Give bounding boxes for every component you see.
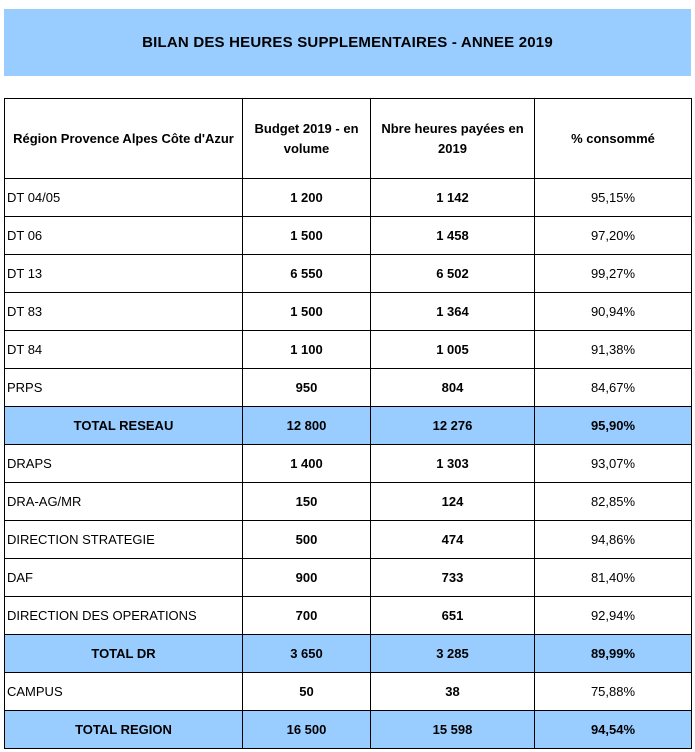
row-paid: 651 xyxy=(371,597,535,635)
row-label: DT 06 xyxy=(5,217,243,255)
table-row xyxy=(5,521,692,559)
row-label: DT 04/05 xyxy=(5,179,243,217)
row-pct: 90,94% xyxy=(535,293,692,331)
row-pct: 92,94% xyxy=(535,597,692,635)
table-row xyxy=(5,445,692,483)
table-row xyxy=(5,179,692,217)
row-paid: 6 502 xyxy=(371,255,535,293)
row-paid: 3 285 xyxy=(371,635,535,673)
row-label: DT 84 xyxy=(5,331,243,369)
row-budget: 150 xyxy=(243,483,371,521)
row-label: DT 13 xyxy=(5,255,243,293)
row-pct: 84,67% xyxy=(535,369,692,407)
row-budget: 3 650 xyxy=(243,635,371,673)
row-label: DIRECTION DES OPERATIONS xyxy=(5,597,243,635)
header-paid: Nbre heures payées en 2019 xyxy=(371,99,535,179)
row-pct: 94,54% xyxy=(535,711,692,749)
row-pct: 95,90% xyxy=(535,407,692,445)
row-paid: 12 276 xyxy=(371,407,535,445)
row-label: DAF xyxy=(5,559,243,597)
row-budget: 1 100 xyxy=(243,331,371,369)
row-label: DIRECTION STRATEGIE xyxy=(5,521,243,559)
page-title: BILAN DES HEURES SUPPLEMENTAIRES - ANNEE 2019 xyxy=(142,34,553,51)
row-budget: 900 xyxy=(243,559,371,597)
row-paid: 15 598 xyxy=(371,711,535,749)
row-label: PRPS xyxy=(5,369,243,407)
row-pct: 97,20% xyxy=(535,217,692,255)
table-total-row xyxy=(5,711,692,749)
table-row xyxy=(5,369,692,407)
row-label: TOTAL REGION xyxy=(5,711,243,749)
row-budget: 1 200 xyxy=(243,179,371,217)
row-label: TOTAL RESEAU xyxy=(5,407,243,445)
row-pct: 91,38% xyxy=(535,331,692,369)
header-pct: % consommé xyxy=(535,99,692,179)
table-row xyxy=(5,483,692,521)
row-label: DRA-AG/MR xyxy=(5,483,243,521)
row-paid: 804 xyxy=(371,369,535,407)
row-pct: 75,88% xyxy=(535,673,692,711)
row-pct: 94,86% xyxy=(535,521,692,559)
row-paid: 1 005 xyxy=(371,331,535,369)
row-pct: 82,85% xyxy=(535,483,692,521)
row-label: TOTAL DR xyxy=(5,635,243,673)
table-total-row xyxy=(5,635,692,673)
row-budget: 50 xyxy=(243,673,371,711)
row-paid: 124 xyxy=(371,483,535,521)
row-budget: 6 550 xyxy=(243,255,371,293)
row-pct: 99,27% xyxy=(535,255,692,293)
row-pct: 81,40% xyxy=(535,559,692,597)
header-region: Région Provence Alpes Côte d'Azur xyxy=(5,99,243,179)
row-pct: 89,99% xyxy=(535,635,692,673)
table-row xyxy=(5,255,692,293)
table-row xyxy=(5,217,692,255)
row-budget: 500 xyxy=(243,521,371,559)
row-label: CAMPUS xyxy=(5,673,243,711)
row-budget: 700 xyxy=(243,597,371,635)
table-row xyxy=(5,673,692,711)
overtime-table xyxy=(4,98,692,749)
row-paid: 38 xyxy=(371,673,535,711)
row-budget: 12 800 xyxy=(243,407,371,445)
row-label: DRAPS xyxy=(5,445,243,483)
row-paid: 1 142 xyxy=(371,179,535,217)
row-budget: 950 xyxy=(243,369,371,407)
row-paid: 733 xyxy=(371,559,535,597)
row-pct: 93,07% xyxy=(535,445,692,483)
row-paid: 1 364 xyxy=(371,293,535,331)
row-budget: 1 500 xyxy=(243,217,371,255)
table-row xyxy=(5,597,692,635)
row-pct: 95,15% xyxy=(535,179,692,217)
title-banner xyxy=(4,9,691,76)
table-row xyxy=(5,293,692,331)
row-label: DT 83 xyxy=(5,293,243,331)
table-row xyxy=(5,331,692,369)
row-budget: 16 500 xyxy=(243,711,371,749)
row-paid: 1 458 xyxy=(371,217,535,255)
header-budget: Budget 2019 - en volume xyxy=(243,99,371,179)
row-budget: 1 500 xyxy=(243,293,371,331)
row-budget: 1 400 xyxy=(243,445,371,483)
row-paid: 1 303 xyxy=(371,445,535,483)
table-header-row xyxy=(5,99,692,179)
table-total-row xyxy=(5,407,692,445)
table-row xyxy=(5,559,692,597)
row-paid: 474 xyxy=(371,521,535,559)
